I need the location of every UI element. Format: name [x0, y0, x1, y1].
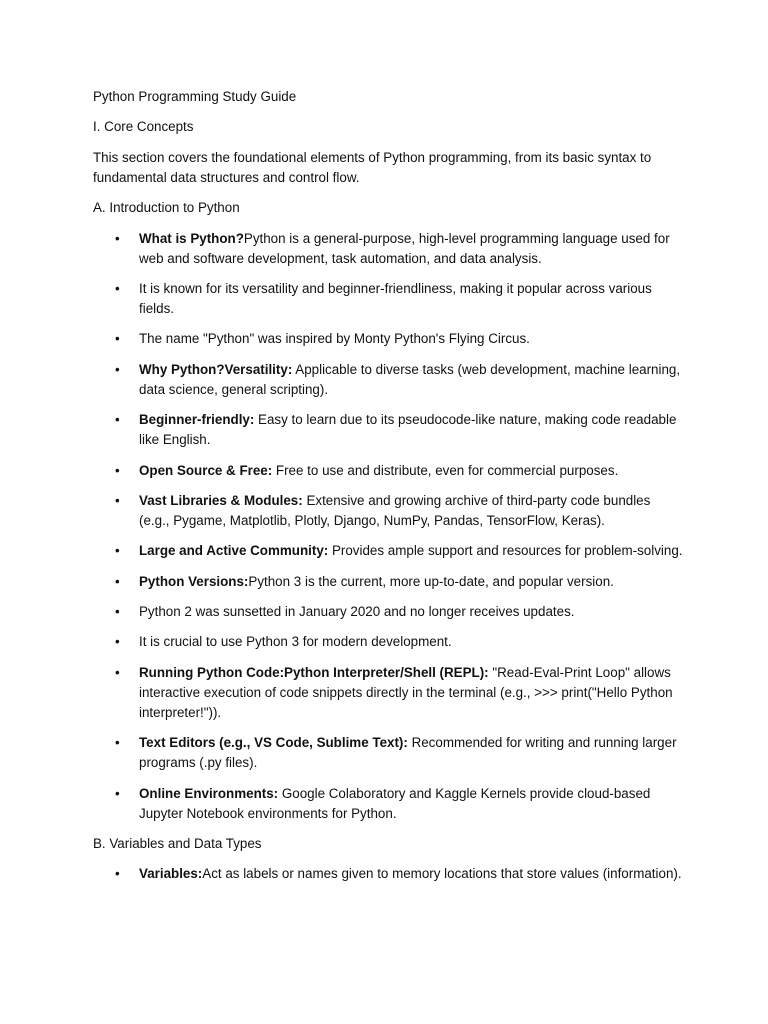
bullet-icon: • — [115, 543, 120, 559]
bullet-text: Easy to learn due to its pseudocode-like nature, making code readable like English. — [139, 412, 677, 448]
bullet-text: It is known for its versatility and beginner-friendliness, making it popular across various fields. — [139, 280, 652, 316]
list-item — [115, 632, 684, 652]
bullet-bold-text: Variables: — [139, 866, 203, 882]
bullet-text: Python 2 was sunsetted in January 2020 and no longer receives updates. — [139, 604, 575, 620]
bullet-icon: • — [115, 412, 120, 428]
section-heading: I. Core Concepts — [93, 119, 194, 135]
bullet-text: Act as labels or names given to memory locations that store values (information). — [202, 866, 682, 882]
bullet-text: The name "Python" was inspired by Monty Python's Flying Circus. — [139, 331, 530, 347]
bullet-bold-text: What is Python? — [139, 230, 244, 246]
list-item — [115, 461, 684, 481]
bullet-bold-text: Beginner-friendly: — [139, 412, 255, 428]
bullet-bold-text: Python Versions: — [139, 573, 249, 589]
bullet-text: Free to use and distribute, even for commercial purposes. — [272, 462, 619, 478]
bullet-icon: • — [115, 634, 120, 650]
bullet-icon: • — [115, 573, 120, 589]
bullet-text: Google Colaboratory and Kaggle Kernels provide cloud-based Jupyter Notebook environments for Python. — [139, 785, 651, 821]
bullet-text: Provides ample support and resources for problem-solving. — [328, 543, 683, 559]
document-title: Python Programming Study Guide — [93, 89, 297, 104]
bullet-text: Python is a general-purpose, high-level programming language used for web and software development, task automation, and data analysis. — [139, 230, 670, 266]
bullet-icon: • — [115, 331, 120, 347]
bullet-icon: • — [115, 492, 120, 508]
bullet-icon: • — [115, 230, 120, 246]
bullet-icon: • — [115, 866, 120, 882]
list-item — [115, 663, 684, 723]
list-item — [115, 541, 684, 561]
bullet-icon: • — [115, 462, 120, 478]
bullet-bold-text: Text Editors (e.g., VS Code, Sublime Text): — [139, 735, 408, 751]
list-item — [115, 410, 684, 450]
bullet-bold-text: Open Source & Free: — [139, 462, 273, 478]
bullet-icon: • — [115, 280, 120, 296]
bullet-icon: • — [115, 735, 120, 751]
bullet-list — [93, 864, 684, 884]
bullet-list — [93, 229, 684, 824]
bullet-icon: • — [115, 785, 120, 801]
subsection-heading: A. Introduction to Python — [93, 200, 240, 216]
bullet-text: It is crucial to use Python 3 for modern development. — [139, 634, 452, 650]
bullet-icon: • — [115, 604, 120, 620]
bullet-bold-text: Why Python?Versatility: — [139, 361, 293, 377]
list-item — [115, 602, 684, 622]
list-item — [115, 329, 684, 349]
section-intro: This section covers the foundational elements of Python programming, from its basic syntax to fundamental data structures and control flow. — [93, 149, 652, 185]
list-item — [115, 491, 684, 531]
bullet-bold-text: Large and Active Community: — [139, 543, 329, 559]
list-item — [115, 229, 684, 269]
list-item — [115, 572, 684, 592]
subsection-heading: B. Variables and Data Types — [93, 836, 262, 852]
bullet-text: Recommended for writing and running larger programs (.py files). — [139, 735, 677, 771]
bullet-text: Applicable to diverse tasks (web development, machine learning, data science, general scripting). — [139, 361, 681, 397]
list-item — [115, 784, 684, 824]
bullet-icon: • — [115, 361, 120, 377]
list-item — [115, 864, 684, 884]
bullet-bold-text: Online Environments: — [139, 785, 279, 801]
bullet-text: "Read-Eval-Print Loop" allows interactive execution of code snippets directly in the terminal (e.g., >>> print("Hello Python interpreter!")). — [139, 664, 673, 720]
bullet-text: Python 3 is the current, more up-to-date, and popular version. — [248, 573, 614, 589]
bullet-bold-text: Running Python Code:Python Interpreter/Shell (REPL): — [139, 664, 489, 680]
list-item — [115, 733, 684, 773]
bullet-text: Extensive and growing archive of third-party code bundles (e.g., Pygame, Matplotlib, Plotly, Django, NumPy, Pandas, TensorFlow, Keras). — [139, 492, 651, 528]
list-item — [115, 279, 684, 319]
list-item — [115, 360, 684, 400]
bullet-bold-text: Vast Libraries & Modules: — [139, 492, 303, 508]
bullet-icon: • — [115, 664, 120, 680]
